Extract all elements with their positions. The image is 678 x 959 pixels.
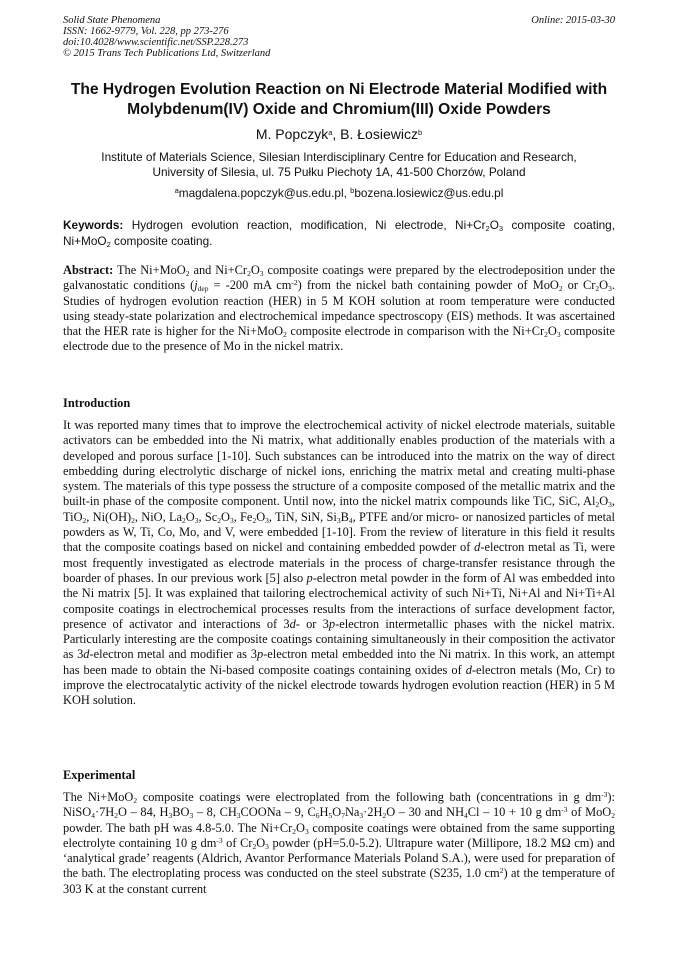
text-run: -electron metal and modifier as 3 bbox=[89, 647, 257, 662]
italic-run: p bbox=[306, 570, 313, 585]
keywords-paragraph bbox=[63, 218, 615, 249]
author-emails bbox=[40, 186, 638, 201]
author-name: B. Łosiewicz bbox=[340, 126, 418, 142]
text-run: O – 84, H bbox=[118, 805, 169, 820]
text-run: - or 3 bbox=[295, 616, 329, 631]
subscript: 2 bbox=[595, 284, 600, 294]
subscript: 3 bbox=[236, 811, 241, 821]
text-run: or Cr bbox=[562, 278, 596, 293]
keywords-label: Keywords: bbox=[63, 218, 124, 232]
text-run: composite coatings were obtained from the same supporting electrolyte containing 10 g dm bbox=[63, 820, 615, 850]
subscript: dep bbox=[197, 284, 209, 294]
text-run: of Cr bbox=[222, 835, 253, 850]
text-run: composite electrode in comparison with the Ni+Cr bbox=[286, 324, 545, 339]
text-run: . Studies of hydrogen evolution reaction (HER) in 5 M KOH solution at room temperature were conducted using steady-state polarization and electrochemical impedance spectroscopy (EIS) methods. It was ascertained that the HER rate is higher for the Ni+MoO bbox=[63, 278, 615, 339]
affiliation bbox=[63, 150, 615, 180]
subscript: 2 bbox=[133, 796, 138, 805]
text-run: , Fe bbox=[233, 509, 253, 524]
text-run: ·2H bbox=[363, 805, 383, 820]
superscript: 2 bbox=[499, 866, 504, 876]
subscript: 2 bbox=[114, 811, 119, 821]
text-run: -electron intermetallic phases with the nickel matrix. Particularly interesting are the composite coatings containing simultaneously in their composition the activator as 3 bbox=[63, 616, 615, 662]
text-run: of MoO bbox=[567, 805, 612, 820]
subscript: 3 bbox=[608, 500, 612, 510]
text-run: ) at the temperature of 303 K at the constant current bbox=[63, 866, 615, 896]
text-run: composite coating. bbox=[110, 233, 213, 248]
italic-run: d bbox=[465, 662, 472, 677]
italic-run: d bbox=[83, 647, 90, 662]
italic-run: p bbox=[256, 647, 264, 662]
text-run: , NiO, La bbox=[134, 509, 183, 524]
subscript: 3 bbox=[259, 269, 264, 278]
text-run: , Sc bbox=[198, 509, 218, 524]
text-run: O bbox=[296, 820, 305, 835]
subscript: 3 bbox=[336, 515, 341, 525]
text-run: COONa – 9, C bbox=[240, 805, 316, 820]
affiliation-line-2: University of Silesia, ul. 75 Pułku Piechoty 1A, 41-500 Chorzów, Poland bbox=[152, 165, 526, 179]
superscript: -3 bbox=[561, 805, 568, 815]
italic-run: p bbox=[328, 616, 336, 631]
subscript: 3 bbox=[229, 515, 234, 525]
text-run: O bbox=[599, 278, 609, 293]
subscript: 3 bbox=[556, 330, 561, 340]
text-run: composite coatings were prepared by the electrodeposition under the galvanostatic conditions ( bbox=[63, 263, 615, 293]
section-heading-introduction: Introduction bbox=[63, 396, 131, 410]
subscript: 2 bbox=[247, 269, 251, 278]
doi-line: doi:10.4028/www.scientific.net/SSP.228.273 bbox=[63, 37, 249, 48]
text-run: It was reported many times that to improve the electrochemical activity of nickel electrode materials, suitable activators can be embedded into the Ni matrix, what additionally enables production of the materials with a developed and porous surface [1-10]. Such substances can be introduced into the matrix on the way of direct embedding during electrolytic discharge of nickel ions, enriching the matrix metal and creating multi-phase system. The materials of this type possess the structure of a composite composed of the metallic matrix and the built-in phase of the composite component. Until now, into the nickel matrix compounds like TiC, SiC, Al bbox=[63, 418, 615, 509]
text-run: -electron metal powder in the form of Al was embedded into the Ni matrix [5]. It was explained that tailoring electrochemical activity of such Ni+Ti, Ni+Al and Ni+Ti+Al composite coatings in electrochemical processes results from the interactions of surface development factor, presence of activator and interactions of 3 bbox=[63, 570, 615, 631]
text-run: , TiO bbox=[63, 494, 615, 524]
email-link[interactable]: magdalena.popczyk@us.edu.pl, bbox=[178, 186, 351, 200]
subscript: 2 bbox=[185, 269, 190, 278]
subscript: 2 bbox=[283, 330, 287, 340]
text-run: BO bbox=[172, 805, 190, 820]
text-run: composite coatings were electroplated from the following bath (concentrations in g dm bbox=[137, 790, 602, 804]
subscript: 4 bbox=[91, 811, 95, 821]
text-run: O bbox=[256, 835, 266, 850]
text-run: composite coating, Ni+MoO bbox=[63, 218, 616, 248]
text-run: O bbox=[599, 494, 609, 509]
title-line-2: Molybdenum(IV) Oxide and Chromium(III) Oxide Powders bbox=[127, 101, 551, 118]
italic-run: d bbox=[474, 540, 481, 555]
superscript: -3 bbox=[601, 790, 608, 799]
text-run: ) from the nickel bath containing powder of MoO bbox=[297, 278, 559, 293]
text-run: , Ni(OH) bbox=[86, 509, 132, 524]
subscript: 2 bbox=[595, 500, 600, 510]
subscript: 3 bbox=[194, 515, 199, 525]
text-run: Hydrogen evolution reaction, modification, Ni electrode, Ni+Cr bbox=[123, 218, 486, 232]
text-run: ·7H bbox=[94, 805, 115, 820]
text-run: Na bbox=[344, 805, 360, 820]
subscript: 3 bbox=[189, 811, 194, 821]
text-run: The Ni+MoO bbox=[63, 790, 134, 804]
text-run: O – 30 and NH bbox=[386, 805, 465, 820]
subscript: 2 bbox=[82, 515, 87, 525]
subscript: 2 bbox=[252, 515, 257, 525]
abstract-label: Abstract: bbox=[63, 263, 114, 277]
text-run: H bbox=[319, 805, 329, 820]
author-list bbox=[40, 126, 638, 142]
text-run: -electron metal embedded into the Ni matrix. In this work, an attempt has been made to obtain the Ni-based composite coatings containing oxides of bbox=[63, 647, 615, 677]
experimental-paragraph bbox=[63, 790, 615, 897]
section-heading-experimental: Experimental bbox=[63, 768, 136, 782]
text-run: -electron metal as Ti, were most frequently investigated as electrode materials in the process of charge-transfer resistance through the boarder of phases. In our previous work [5] also bbox=[63, 540, 615, 585]
subscript: 3 bbox=[168, 811, 173, 821]
subscript: 3 bbox=[498, 224, 504, 233]
subscript: 2 bbox=[182, 515, 186, 525]
subscript: 4 bbox=[348, 515, 353, 525]
text-run: = -200 mA cm bbox=[208, 278, 292, 293]
text-run: Cl – 10 + 10 g dm bbox=[467, 805, 562, 820]
author-separator: , bbox=[332, 126, 341, 142]
text-run: , PTFE and/or micro- or nanosized particles of metal powders as W, Ti, Co, Mo, and V, were embedded [1-10]. From the review of literature in this field it results that the composite coatings based on nickel and containing embedded powder of bbox=[63, 509, 615, 555]
text-run: composite electrode due to the presence of Mo in the nickel matrix. bbox=[63, 324, 615, 354]
text-run: and Ni+Cr bbox=[189, 263, 248, 277]
subscript: 3 bbox=[608, 284, 612, 294]
subscript: 2 bbox=[217, 515, 221, 525]
email-mark: b bbox=[350, 186, 355, 195]
subscript: 3 bbox=[265, 515, 269, 525]
subscript: 2 bbox=[252, 841, 257, 851]
subscript: 3 bbox=[265, 841, 269, 851]
subscript: 2 bbox=[382, 811, 387, 821]
abstract-paragraph bbox=[63, 263, 615, 355]
text-run: The Ni+MoO bbox=[113, 263, 186, 277]
email-link[interactable]: bozena.losiewicz@us.edu.pl bbox=[354, 186, 504, 200]
text-run: O bbox=[332, 805, 342, 820]
text-run: O bbox=[547, 324, 557, 339]
subscript: 2 bbox=[106, 239, 111, 249]
author-affil-mark: b bbox=[417, 128, 423, 137]
issn-line: ISSN: 1662-9779, Vol. 228, pp 273-276 bbox=[63, 26, 229, 37]
online-date: Online: 2015-03-30 bbox=[531, 15, 615, 26]
text-run: O bbox=[250, 263, 260, 277]
introduction-paragraph bbox=[63, 418, 615, 709]
copyright-line: © 2015 Trans Tech Publications Ltd, Switzerland bbox=[63, 48, 271, 59]
subscript: 2 bbox=[544, 330, 548, 340]
affiliation-line-1: Institute of Materials Science, Silesian Interdisciplinary Centre for Education and Research, bbox=[101, 150, 577, 164]
text-run: -electron metals (Mo, Cr) to improve the electrocatalytic activity of the nickel electrode towards hydrogen evolution reaction (HER) in 5 M KOH solution. bbox=[63, 662, 615, 708]
email-mark: a bbox=[174, 186, 179, 195]
subscript: 2 bbox=[131, 515, 135, 525]
paper-title bbox=[40, 80, 638, 120]
subscript: 2 bbox=[611, 811, 616, 821]
subscript: 3 bbox=[359, 811, 364, 821]
title-line-1: The Hydrogen Evolution Reaction on Ni Electrode Material Modified with bbox=[70, 81, 608, 98]
text-run: powder. The bath pH was 4.8-5.0. The Ni+Cr bbox=[63, 820, 293, 835]
text-run: O bbox=[220, 509, 230, 524]
subscript: 6 bbox=[315, 811, 320, 821]
author-affil-mark: a bbox=[328, 128, 333, 137]
author-name: M. Popczyk bbox=[255, 126, 329, 142]
text-run: O bbox=[256, 509, 266, 524]
subscript: 4 bbox=[464, 811, 468, 821]
subscript: 7 bbox=[341, 811, 345, 821]
subscript: 2 bbox=[558, 284, 563, 294]
text-run: O bbox=[185, 509, 195, 524]
text-run: ): NiSO bbox=[63, 790, 615, 820]
subscript: 2 bbox=[292, 826, 297, 836]
subscript: 5 bbox=[328, 811, 333, 821]
text-run: O bbox=[489, 218, 499, 232]
journal-name: Solid State Phenomena bbox=[63, 15, 161, 26]
journal-header bbox=[63, 15, 270, 59]
superscript: -3 bbox=[216, 835, 223, 845]
text-run: powder (pH=5.0-5.2). Ultrapure water (Millipore, 18.2 MΩ cm) and ‘analytical grade’ reagents (Aldrich, Avantor Performance Materials Poland S.A.), were used for preparation of the bath. The electroplating process was conducted on the steel substrate (S235, 1.0 cm bbox=[63, 835, 615, 881]
subscript: 3 bbox=[304, 826, 309, 836]
text-run: B bbox=[340, 509, 349, 524]
text-run: , TiN, SiN, Si bbox=[268, 509, 337, 524]
subscript: 2 bbox=[485, 224, 490, 233]
italic-run: d bbox=[289, 616, 296, 631]
text-run: – 8, CH bbox=[193, 805, 237, 820]
italic-run: j bbox=[194, 278, 198, 293]
superscript: -2 bbox=[291, 278, 298, 288]
